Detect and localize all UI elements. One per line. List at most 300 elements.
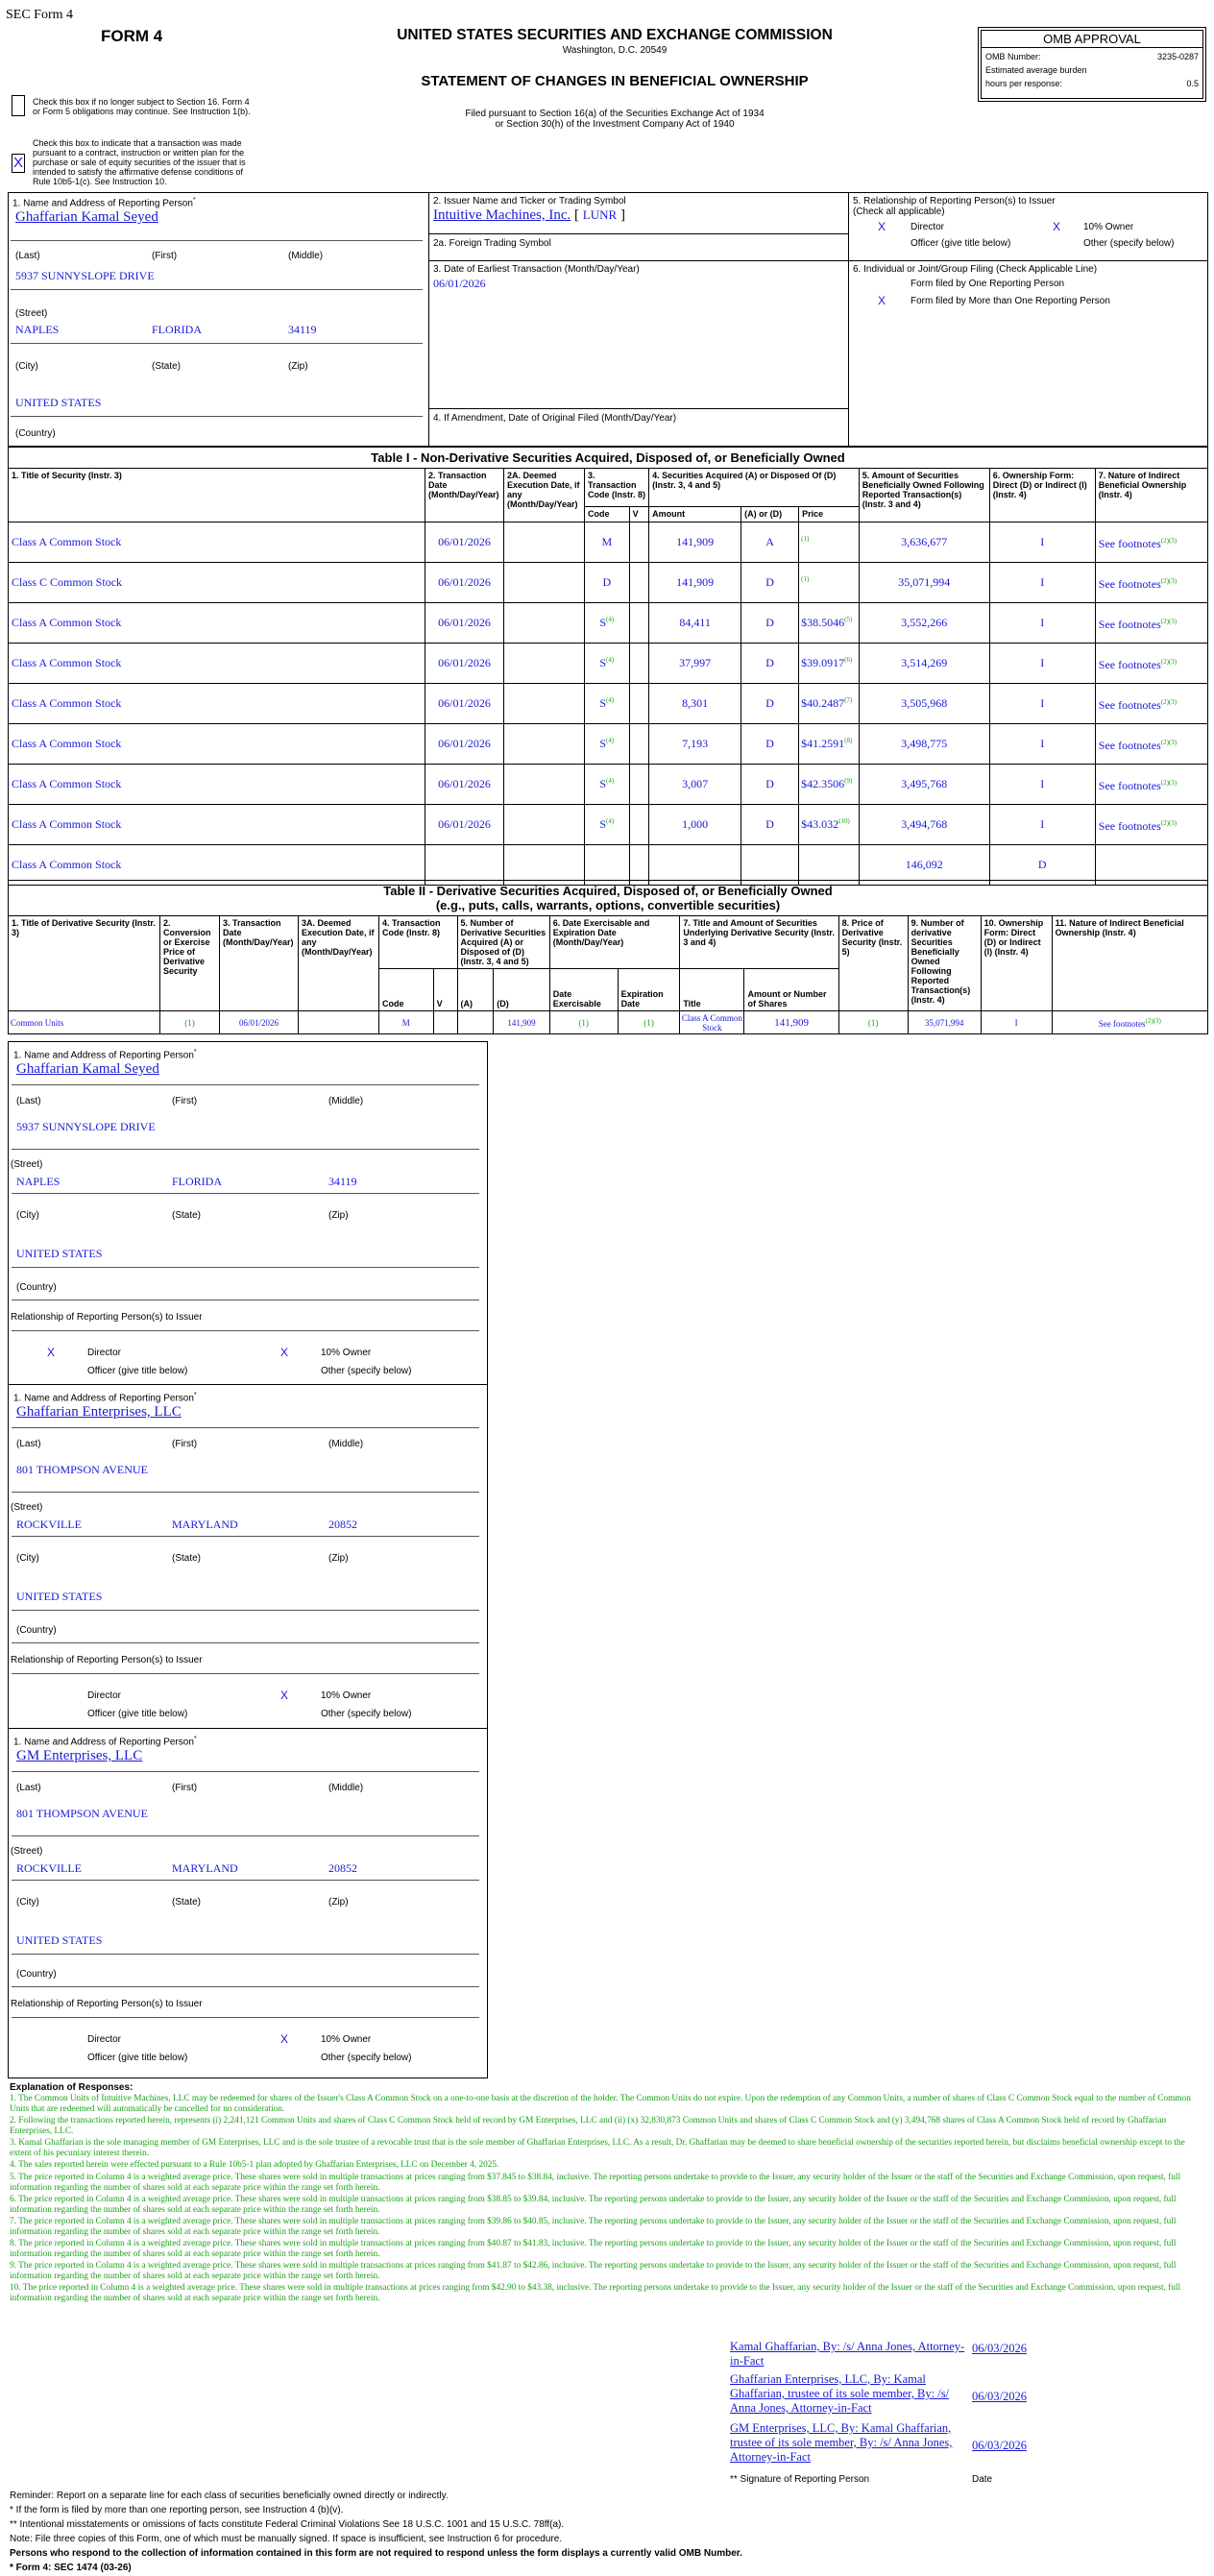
t1-v — [629, 724, 649, 765]
earliest-date-label: 3. Date of Earliest Transaction (Month/Day/Year) — [433, 264, 640, 275]
country-value: UNITED STATES — [15, 396, 102, 409]
t1-price: $42.3506$^{(9)}$ — [799, 765, 860, 805]
ticker-symbol: LUNR — [582, 207, 618, 222]
t2-sub-date-exercisable: Date Exercisable — [549, 969, 618, 1011]
t1-v — [629, 563, 649, 603]
t1-v — [629, 684, 649, 724]
city-label: (City) — [16, 1553, 39, 1564]
table-2-title: Table II - Derivative Securities Acquired, Disposed of, or Beneficially Owned — [383, 884, 833, 898]
filing-more-label: Form filed by More than One Reporting Person — [910, 296, 1110, 306]
t2-conversion: (1) — [160, 1011, 220, 1034]
t1-nature[interactable]: See footnotes$^{(2)(3)}$ — [1095, 522, 1207, 563]
ten-percent-check[interactable]: X — [1053, 220, 1061, 233]
t2-expiration: (1) — [618, 1011, 680, 1034]
country-label: (Country) — [16, 1625, 57, 1636]
t1-owned: 3,636,677 — [859, 522, 989, 563]
zip-label: (Zip) — [328, 1553, 349, 1564]
form-note: Reminder: Report on a separate line for each class of securities beneficially owned directly or indirectly. — [10, 2491, 449, 2501]
director-label: Director — [87, 1690, 122, 1701]
t1-form: I — [989, 765, 1095, 805]
t2-title: Common Units — [9, 1011, 160, 1034]
footnote: 3. Kamal Ghaffarian is the sole managing member of GM Enterprises, LLC and is the sole trustee of a revocable trust that is the sole member of Ghaffarian Enterprises, LLC. As a result, Dr. Ghaffarian may be deemed to share beneficial ownership of the securities reported herein, but disclaims beneficial ownership except to the extent of his pecuniary interest therein. — [10, 2138, 1185, 2158]
t1-title: Class A Common Stock — [9, 805, 425, 845]
filed-line-1: Filed pursuant to Section 16(a) of the Securities Exchange Act of 1934 — [465, 109, 765, 119]
t1-col-title: 1. Title of Security (Instr. 3) — [9, 469, 425, 522]
box-5-relationship — [849, 192, 1208, 447]
t1-nature[interactable]: See footnotes$^{(2)(3)}$ — [1095, 563, 1207, 603]
no-longer-subject-checkbox[interactable] — [12, 95, 25, 116]
footnote: 9. The price reported in Column 4 is a weighted average price. These shares were sold in multiple transactions at prices ranging from $41.87 to $42.86, inclusive. The reporting persons undertake to provide to the Issuer, any security holder of the Issuer or the staff of the Securities and Exchange Commission, upon request, full information regarding the number of shares sold at each separate price within the range set forth herein. — [10, 2261, 1177, 2281]
city-value: NAPLES — [15, 323, 60, 336]
ten-percent-label: 10% Owner — [321, 1690, 372, 1701]
agency-name: UNITED STATES SECURITIES AND EXCHANGE COMMISSION — [397, 27, 833, 43]
t1-form: I — [989, 805, 1095, 845]
state-label: (State) — [172, 1897, 202, 1908]
table-row — [9, 684, 1208, 724]
reporting-person-block: 1. Name and Address of Reporting Person* Ghaffarian Kamal Seyed (Last) (First) (Middle) 5937 SUNNYSLOPE DRIVE (Street) NAPLES FLORIDA 34119 (City) (State) (Zip) UNITED STATES (Country) Relationship of Reporting Person(s) to Issuer X Director X 10% Owner Officer (give title below) Other (specify below) — [8, 1041, 488, 1385]
footnote: 4. The sales reported herein were effected pursuant to a Rule 10b5-1 plan adopted by Ghaffarian Enterprises, LLC on December 4, 2025. — [10, 2160, 499, 2170]
t1-amount: 8,301 — [649, 684, 741, 724]
t2-col-ownership: 10. Ownership Form: Direct (D) or Indirect (I) (Instr. 4) — [981, 916, 1052, 1011]
t1-deemed — [504, 724, 585, 765]
t1-date: 06/01/2026 — [425, 563, 504, 603]
t2-code: M — [379, 1011, 434, 1034]
street-value: 5937 SUNNYSLOPE DRIVE — [15, 269, 155, 282]
person-name-link[interactable]: GM Enterprises, LLC — [16, 1748, 143, 1763]
filed-line-2: or Section 30(h) of the Investment Company Act of 1940 — [495, 119, 735, 130]
t1-date: 06/01/2026 — [425, 684, 504, 724]
no-longer-subject-text: Check this box if no longer subject to Section 16. Form 4 or Form 5 obligations may continue. See Instruction 1(b). — [33, 97, 251, 116]
t1-date: 06/01/2026 — [425, 765, 504, 805]
t1-sub-amount: Amount — [649, 507, 741, 522]
form-number: FORM 4 — [101, 27, 163, 45]
t2-sub-v: V — [433, 969, 457, 1011]
box-1-label: 1. Name and Address of Reporting Person — [12, 198, 193, 209]
t2-col-price: 8. Price of Derivative Security (Instr. 5) — [838, 916, 908, 1011]
t2-col-deemed: 3A. Deemed Execution Date, if any (Month/Day/Year) — [299, 916, 379, 1011]
table-row — [9, 765, 1208, 805]
officer-label: Officer (give title below) — [87, 2053, 188, 2063]
table-row — [9, 522, 1208, 563]
t1-sub-ad: (A) or (D) — [741, 507, 799, 522]
state-label: (State) — [172, 1553, 202, 1564]
form-note: * Form 4: SEC 1474 (03-26) — [10, 2563, 132, 2573]
last-label: (Last) — [16, 1096, 41, 1106]
footnote: 2. Following the transactions reported herein, represents (i) 2,241,121 Common Units and shares of Class C Common Stock held of record by GM Enterprises, LLC and (ii) (x) 32,830,873 Common Units and shares of Class C Common Stock and (y) 3,494,768 shares of Class A Common Stock held of record by Ghaffarian Enterprises, LLC. — [10, 2116, 1167, 2136]
t1-deemed — [504, 563, 585, 603]
state-value: MARYLAND — [172, 1861, 238, 1875]
ten-percent-label: 10% Owner — [321, 2034, 372, 2045]
officer-label: Officer (give title below) — [87, 1366, 188, 1376]
t1-title: Class A Common Stock — [9, 684, 425, 724]
t1-code: $S^{(4)}$ — [585, 805, 630, 845]
t2-sub-code: Code — [379, 969, 434, 1011]
t1-amount: 37,997 — [649, 644, 741, 684]
form-note: * If the form is filed by more than one reporting person, see Instruction 4 (b)(v). — [10, 2505, 344, 2515]
zip-value: 20852 — [328, 1861, 357, 1875]
other-label: Other (specify below) — [321, 1366, 412, 1376]
middle-label: (Middle) — [288, 251, 324, 261]
t1-sub-code: Code — [585, 507, 630, 522]
street-value: 801 THOMPSON AVENUE — [16, 1807, 148, 1820]
t2-price: (1) — [838, 1011, 908, 1034]
t2-a — [457, 1011, 494, 1034]
table-row — [9, 724, 1208, 765]
zip-label: (Zip) — [328, 1210, 349, 1221]
amendment-date-label: 4. If Amendment, Date of Original Filed (Month/Day/Year) — [433, 413, 677, 424]
city-value: ROCKVILLE — [16, 1518, 82, 1531]
ten-percent-check[interactable]: X — [280, 1689, 289, 1702]
t1-deemed — [504, 522, 585, 563]
t1-v — [629, 644, 649, 684]
issuer-label: 2. Issuer Name and Ticker or Trading Symbol — [433, 196, 626, 207]
t2-sub-title: Title — [680, 969, 744, 1011]
director-label: Director — [87, 2034, 122, 2045]
officer-label: Officer (give title below) — [87, 1709, 188, 1719]
filing-more-check[interactable]: X — [878, 294, 886, 307]
first-label: (First) — [152, 251, 178, 261]
zip-value: 34119 — [288, 323, 317, 336]
person-label: 1. Name and Address of Reporting Person — [13, 1737, 194, 1748]
t1-ad: D — [741, 603, 799, 644]
state-label: (State) — [152, 361, 182, 372]
t2-date: 06/01/2026 — [220, 1011, 299, 1034]
street-label: (Street) — [11, 1159, 43, 1170]
explanation-title: Explanation of Responses: — [10, 2082, 134, 2093]
t1-price: $40.2487$^{(7)}$ — [799, 684, 860, 724]
t1-code: D — [585, 563, 630, 603]
omb-number: 3235-0287 — [1156, 52, 1199, 61]
t1-price: $38.5046$^{(5)}$ — [799, 603, 860, 644]
table-2 — [8, 880, 1208, 1034]
t2-owned: 35,071,994 — [908, 1011, 981, 1034]
ten-percent-label: 10% Owner — [1083, 222, 1134, 232]
t2-sub-amount: Amount or Number of Shares — [744, 969, 838, 1011]
t1-code: M — [585, 522, 630, 563]
t2-col-underlying: 7. Title and Amount of Securities Underlying Derivative Security (Instr. 3 and 4) — [680, 916, 838, 969]
t1-v — [629, 765, 649, 805]
table-row — [9, 644, 1208, 684]
zip-value: 34119 — [328, 1175, 357, 1188]
t1-date: 06/01/2026 — [425, 724, 504, 765]
relationship-sub: (Check all applicable) — [853, 207, 945, 217]
footnote: 8. The price reported in Column 4 is a weighted average price. These shares were sold in multiple transactions at prices ranging from $40.87 to $41.83, inclusive. The reporting persons undertake to provide to the Issuer, any security holder of the Issuer or the staff of the Securities and Exchange Commission, upon request, full information regarding the number of shares sold at each separate price within the range set forth herein. — [10, 2239, 1177, 2259]
form-note: ** Intentional misstatements or omissions of facts constitute Federal Criminal Violations See 18 U.S.C. 1001 and 15 U.S.C. 78ff(a). — [10, 2519, 565, 2530]
t1-form: I — [989, 644, 1095, 684]
t1-col-nature: 7. Nature of Indirect Beneficial Ownership (Instr. 4) — [1095, 469, 1207, 522]
t1-date: 06/01/2026 — [425, 644, 504, 684]
t1-deemed — [504, 644, 585, 684]
country-value: UNITED STATES — [16, 1590, 103, 1603]
t2-col-number-owned: 9. Number of derivative Securities Beneficially Owned Following Reported Transaction(s) (Instr. 4) — [908, 916, 981, 1011]
t1-form: I — [989, 684, 1095, 724]
zip-label: (Zip) — [328, 1897, 349, 1908]
street-label: (Street) — [11, 1502, 43, 1513]
t2-col-code: 4. Transaction Code (Instr. 8) — [379, 916, 458, 969]
ten-percent-label: 10% Owner — [321, 1348, 372, 1358]
t1-owned: 3,514,269 — [859, 644, 989, 684]
form-title: STATEMENT OF CHANGES IN BENEFICIAL OWNERSHIP — [421, 73, 809, 89]
footnote: 6. The price reported in Column 4 is a weighted average price. These shares were sold in multiple transactions at prices ranging from $38.85 to $39.84, inclusive. The reporting persons undertake to provide to the Issuer, any security holder of the Issuer or the staff of the Securities and Exchange Commission, upon request, full information regarding the number of shares sold at each separate price within the range set forth herein. — [10, 2195, 1177, 2215]
country-label: (Country) — [16, 1282, 57, 1293]
country-label: (Country) — [16, 1969, 57, 1980]
first-label: (First) — [172, 1096, 198, 1106]
state-label: (State) — [172, 1210, 202, 1221]
t1-nature[interactable]: See footnotes$^{(2)(3)}$ — [1095, 603, 1207, 644]
box-1-reporting-person: 1. Name and Address of Reporting Person* Ghaffarian Kamal Seyed (Last) (First) (Middle) 5937 SUNNYSLOPE DRIVE (Street) NAPLES FLORIDA 34119 (City) (State) (Zip) UNITED STATES (Country) — [8, 192, 428, 447]
t1-last-title: Class A Common Stock — [9, 845, 425, 886]
t2-nature-footnote: (2)(3) — [1145, 1016, 1161, 1025]
t2-underlying-amount: 141,909 — [744, 1011, 838, 1034]
t1-date: 06/01/2026 — [425, 522, 504, 563]
t1-form: I — [989, 603, 1095, 644]
person-label: 1. Name and Address of Reporting Person — [13, 1050, 194, 1061]
t1-date: 06/01/2026 — [425, 603, 504, 644]
t1-amount: 141,909 — [649, 563, 741, 603]
signature: Kamal Ghaffarian, By: /s/ Anna Jones, Attorney-in-Fact — [730, 2340, 965, 2368]
t1-amount: 1,000 — [649, 805, 741, 845]
t1-owned: 3,505,968 — [859, 684, 989, 724]
other-label: Other (specify below) — [321, 1709, 412, 1719]
t1-last-form: D — [989, 845, 1095, 886]
t2-v — [433, 1011, 457, 1034]
reporting-person-block: 1. Name and Address of Reporting Person* GM Enterprises, LLC (Last) (First) (Middle) 801 THOMPSON AVENUE (Street) ROCKVILLE MARYLAND 20852 (City) (State) (Zip) UNITED STATES (Country) Relationship of Reporting Person(s) to Issuer Director X 10% Owner Officer (give title below) Other (specify below) — [8, 1729, 488, 2078]
omb-number-label: OMB Number: — [985, 52, 1041, 61]
omb-approval-box — [978, 27, 1206, 102]
footnote: 7. The price reported in Column 4 is a weighted average price. These shares were sold in multiple transactions at prices ranging from $39.86 to $40.85, inclusive. The reporting persons undertake to provide to the Issuer, any security holder of the Issuer or the staff of the Securities and Exchange Commission, upon request, full information regarding the number of shares sold at each separate price within the range set forth herein. — [10, 2217, 1177, 2237]
t1-nature[interactable]: See footnotes$^{(2)(3)}$ — [1095, 765, 1207, 805]
t1-ad: D — [741, 765, 799, 805]
zip-value: 20852 — [328, 1518, 357, 1531]
person-name-link[interactable]: Ghaffarian Enterprises, LLC — [16, 1404, 182, 1420]
footnote: 1. The Common Units of Intuitive Machines, LLC may be redeemed for shares of the Issuer's Class A Common Stock on a one-to-one basis at the discretion of the holder. The Common Units do not expire. Upon the redemption of any Common Units, a number of shares of Class C Common Stock equal to the number of Common Units that are redeemed will automatically be cancelled for no consideration. — [10, 2094, 1191, 2114]
omb-hours: 0.5 — [1186, 79, 1199, 88]
t1-deemed — [504, 684, 585, 724]
t2-col-nature: 11. Nature of Indirect Beneficial Ownership (Instr. 4) — [1052, 916, 1207, 1011]
table-1 — [8, 447, 1208, 886]
omb-burden-label: Estimated average burden — [985, 65, 1087, 75]
country-value: UNITED STATES — [16, 1247, 103, 1260]
t1-v — [629, 522, 649, 563]
t2-deemed — [299, 1011, 379, 1034]
middle-label: (Middle) — [328, 1439, 364, 1449]
t2-sub-d: (D) — [494, 969, 550, 1011]
omb-hours-label: hours per response: — [985, 79, 1063, 88]
relationship-label: Relationship of Reporting Person(s) to Issuer — [11, 1999, 203, 2009]
form-note: Note: File three copies of this Form, one of which must be manually signed. If space is insufficient, see Instruction 6 for procedure. — [10, 2534, 563, 2544]
t1-amount: 7,193 — [649, 724, 741, 765]
omb-title: OMB APPROVAL — [982, 31, 1202, 48]
rule-10b5-1-checkbox[interactable]: X — [12, 155, 23, 171]
t1-form: I — [989, 522, 1095, 563]
last-label: (Last) — [16, 1439, 41, 1449]
table-row — [9, 563, 1208, 603]
t1-amount: 141,909 — [649, 522, 741, 563]
table-2-subtitle: (e.g., puts, calls, warrants, options, convertible securities) — [435, 898, 781, 912]
t1-ad: D — [741, 724, 799, 765]
t1-owned: 3,552,266 — [859, 603, 989, 644]
other-label: Other (specify below) — [321, 2053, 412, 2063]
t1-deemed — [504, 765, 585, 805]
t2-underlying-title: Class A Common Stock — [680, 1011, 744, 1034]
t1-form: I — [989, 563, 1095, 603]
t1-owned: 3,494,768 — [859, 805, 989, 845]
t1-date: 06/01/2026 — [425, 805, 504, 845]
page-title: SEC Form 4 — [6, 8, 74, 22]
t2-col-title: 1. Title of Derivative Security (Instr. 3) — [9, 916, 160, 1011]
t1-col-securities: 4. Securities Acquired (A) or Disposed Of (D) (Instr. 3, 4 and 5) — [649, 469, 860, 507]
t1-sub-v: V — [629, 507, 649, 522]
footnote: 5. The price reported in Column 4 is a weighted average price. These shares were sold in multiple transactions at prices ranging from $37.845 to $38.84, inclusive. The reporting persons undertake to provide to the Issuer, any security holder of the Issuer or the staff of the Securities and Exchange Commission, upon request, full information regarding the number of shares sold at each separate price within the range set forth herein. — [10, 2173, 1181, 2193]
issuer-name-link[interactable]: Intuitive Machines, Inc. — [433, 207, 571, 223]
earliest-date-value: 06/01/2026 — [433, 277, 486, 290]
street-value: 801 THOMPSON AVENUE — [16, 1463, 148, 1476]
t1-sub-price: Price — [799, 507, 860, 522]
relationship-label: Relationship of Reporting Person(s) to Issuer — [11, 1655, 203, 1665]
t1-v — [629, 805, 649, 845]
t1-code: $S^{(4)}$ — [585, 684, 630, 724]
director-check[interactable]: X — [878, 220, 886, 233]
t2-sub-a: (A) — [457, 969, 494, 1011]
filing-type-label: 6. Individual or Joint/Group Filing (Check Applicable Line) — [853, 264, 1098, 275]
t1-code: $S^{(4)}$ — [585, 644, 630, 684]
signature-date: 06/03/2026 — [972, 2439, 1027, 2452]
first-label: (First) — [172, 1783, 198, 1793]
t1-nature[interactable]: See footnotes$^{(2)(3)}$ — [1095, 644, 1207, 684]
city-value: NAPLES — [16, 1175, 61, 1188]
footnote: 10. The price reported in Column 4 is a weighted average price. These shares were sold in multiple transactions at prices ranging from $42.90 to $43.38, inclusive. The reporting persons undertake to provide to the Issuer, any security holder of the Issuer or the staff of the Securities and Exchange Commission, upon request, full information regarding the number of shares sold at each separate price within the range set forth herein. — [10, 2283, 1181, 2303]
state-value: MARYLAND — [172, 1518, 238, 1531]
signature-date: 06/03/2026 — [972, 2342, 1027, 2355]
last-label: (Last) — [15, 251, 40, 261]
box-2-issuer: 2. Issuer Name and Ticker or Trading Symbol Intuitive Machines, Inc. [ LUNR ] 2a. Foreign Trading Symbol 3. Date of Earliest Transaction (Month/Day/Year) 06/01/2026 4. If Amendment, Date of Original Filed (Month/Day/Year) — [428, 192, 849, 447]
reporting-person-block: 1. Name and Address of Reporting Person* Ghaffarian Enterprises, LLC (Last) (First) (Middle) 801 THOMPSON AVENUE (Street) ROCKVILLE MARYLAND 20852 (City) (State) (Zip) UNITED STATES (Country) Relationship of Reporting Person(s) to Issuer Director X 10% Owner Officer (give title below) Other (specify below) — [8, 1385, 488, 1729]
t1-v — [629, 603, 649, 644]
relationship-label: Relationship of Reporting Person(s) to Issuer — [11, 1312, 203, 1323]
table-1-title: Table I - Non-Derivative Securities Acquired, Disposed of, or Beneficially Owned — [9, 448, 1208, 469]
t1-title: Class A Common Stock — [9, 644, 425, 684]
t1-title: Class C Common Stock — [9, 563, 425, 603]
table-row — [9, 805, 1208, 845]
person-label: 1. Name and Address of Reporting Person — [13, 1393, 194, 1404]
street-label: (Street) — [15, 308, 48, 319]
t1-title: Class A Common Stock — [9, 724, 425, 765]
table-row — [9, 603, 1208, 644]
middle-label: (Middle) — [328, 1096, 364, 1106]
table-row — [9, 1011, 1208, 1034]
signature-date: 06/03/2026 — [972, 2390, 1027, 2403]
t1-price: (1) — [799, 522, 860, 563]
t1-price: $39.0917$^{(6)}$ — [799, 644, 860, 684]
t1-col-amount-owned: 5. Amount of Securities Beneficially Owned Following Reported Transaction(s) (Instr. 3 and 4) — [859, 469, 989, 522]
city-value: ROCKVILLE — [16, 1861, 82, 1875]
ten-percent-check[interactable]: X — [280, 1346, 289, 1359]
t1-owned: 3,495,768 — [859, 765, 989, 805]
city-label: (City) — [16, 1897, 39, 1908]
t1-price: (1) — [799, 563, 860, 603]
t2-nature[interactable]: See footnotes — [1098, 1018, 1146, 1029]
signature: GM Enterprises, LLC, By: Kamal Ghaffarian, trustee of its sole member, By: /s/ Anna Jones, Attorney-in-Fact — [730, 2421, 953, 2464]
foreign-symbol-label: 2a. Foreign Trading Symbol — [433, 238, 551, 249]
director-check[interactable]: X — [47, 1346, 56, 1359]
t1-price: $43.032$^{(10)}$ — [799, 805, 860, 845]
t1-ad: A — [741, 522, 799, 563]
agency-city: Washington, D.C. 20549 — [562, 45, 668, 56]
t1-col-deemed: 2A. Deemed Execution Date, if any (Month/Day/Year) — [504, 469, 585, 522]
t1-form: I — [989, 724, 1095, 765]
t1-last-amount: 146,092 — [859, 845, 989, 886]
form-note: Persons who respond to the collection of information contained in this form are not required to respond unless the form displays a currently valid OMB Number. — [10, 2548, 742, 2559]
state-value: FLORIDA — [152, 323, 203, 336]
director-label: Director — [87, 1348, 122, 1358]
signature: Ghaffarian Enterprises, LLC, By: Kamal Ghaffarian, trustee of its sole member, By: /s/ Anna Jones, Attorney-in-Fact — [730, 2372, 950, 2415]
ten-percent-check[interactable]: X — [280, 2032, 289, 2046]
officer-label: Officer (give title below) — [910, 238, 1011, 249]
person-name-link[interactable]: Ghaffarian Kamal Seyed — [16, 1061, 159, 1077]
zip-label: (Zip) — [288, 361, 308, 372]
other-label: Other (specify below) — [1083, 238, 1175, 249]
t1-price: $41.2591$^{(8)}$ — [799, 724, 860, 765]
street-value: 5937 SUNNYSLOPE DRIVE — [16, 1120, 156, 1133]
t1-ad: D — [741, 805, 799, 845]
t2-exercisable: (1) — [549, 1011, 618, 1034]
t2-sub-expiration: Expiration Date — [618, 969, 680, 1011]
date-label: Date — [972, 2474, 993, 2485]
middle-label: (Middle) — [328, 1783, 364, 1793]
t1-col-date: 2. Transaction Date (Month/Day/Year) — [425, 469, 504, 522]
t1-owned: 3,498,775 — [859, 724, 989, 765]
t2-col-conversion: 2. Conversion or Exercise Price of Derivative Security — [160, 916, 220, 1011]
t1-ad: D — [741, 563, 799, 603]
t1-owned: 35,071,994 — [859, 563, 989, 603]
street-label: (Street) — [11, 1846, 43, 1857]
t2-form: I — [981, 1011, 1052, 1034]
t1-nature[interactable]: See footnotes$^{(2)(3)}$ — [1095, 805, 1207, 845]
t1-col-ownership-form: 6. Ownership Form: Direct (D) or Indirect (I) (Instr. 4) — [989, 469, 1095, 522]
filing-one-label: Form filed by One Reporting Person — [910, 279, 1065, 289]
t2-col-date: 3. Transaction Date (Month/Day/Year) — [220, 916, 299, 1011]
t1-code: $S^{(4)}$ — [585, 603, 630, 644]
t1-nature[interactable]: See footnotes$^{(2)(3)}$ — [1095, 724, 1207, 765]
country-label: (Country) — [15, 428, 56, 439]
director-label: Director — [910, 222, 945, 232]
t1-amount: 84,411 — [649, 603, 741, 644]
t1-title: Class A Common Stock — [9, 765, 425, 805]
t1-deemed — [504, 603, 585, 644]
t1-ad: D — [741, 644, 799, 684]
reporting-person-name-link[interactable]: Ghaffarian Kamal Seyed — [15, 209, 158, 225]
country-value: UNITED STATES — [16, 1933, 103, 1947]
t1-code: $S^{(4)}$ — [585, 724, 630, 765]
last-label: (Last) — [16, 1783, 41, 1793]
t1-code: $S^{(4)}$ — [585, 765, 630, 805]
city-label: (City) — [15, 361, 38, 372]
signature-label: ** Signature of Reporting Person — [730, 2474, 870, 2485]
t1-col-code: 3. Transaction Code (Instr. 8) — [585, 469, 649, 507]
t2-col-number: 5. Number of Derivative Securities Acquired (A) or Disposed of (D) (Instr. 3, 4 and 5) — [457, 916, 549, 969]
city-label: (City) — [16, 1210, 39, 1221]
t1-title: Class A Common Stock — [9, 603, 425, 644]
t1-deemed — [504, 805, 585, 845]
t1-title: Class A Common Stock — [9, 522, 425, 563]
t1-amount: 3,007 — [649, 765, 741, 805]
t2-d: 141,909 — [494, 1011, 550, 1034]
first-label: (First) — [172, 1439, 198, 1449]
t1-ad: D — [741, 684, 799, 724]
t2-col-exercisable: 6. Date Exercisable and Expiration Date (Month/Day/Year) — [549, 916, 680, 969]
t1-nature[interactable]: See footnotes$^{(2)(3)}$ — [1095, 684, 1207, 724]
rule-10b5-1-text: Check this box to indicate that a transaction was made pursuant to a contract, instruction or written plan for the purchase or sale of equity securities of the issuer that is intended to satisfy the affirmative defense conditions of Rule 10b5-1(c). See Instruction 10. — [33, 138, 246, 186]
